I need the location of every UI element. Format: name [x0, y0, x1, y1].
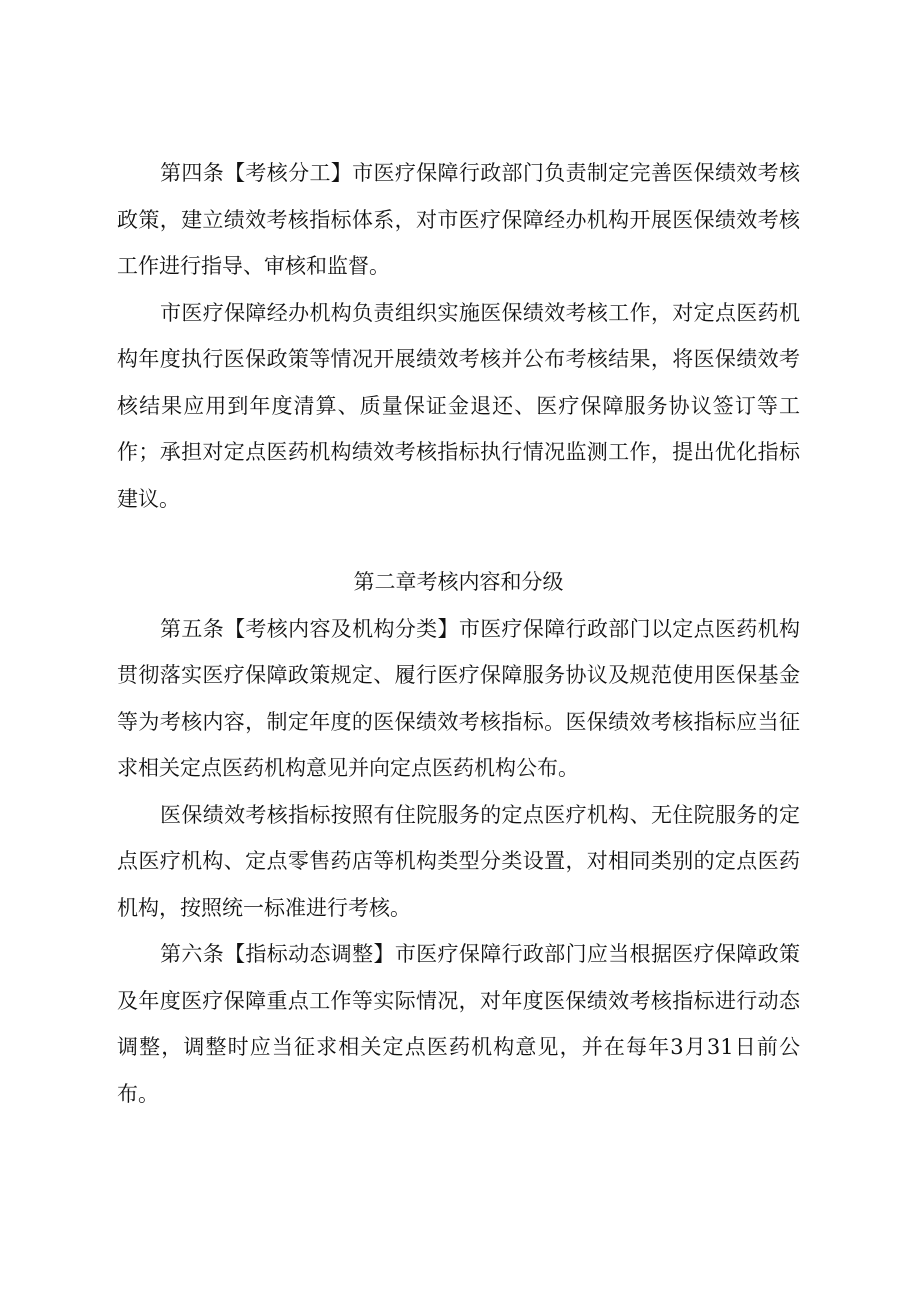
- article-4-paragraph: 第四条【考核分工】市医疗保障行政部门负责制定完善医保绩效考核政策，建立绩效考核指标体系，对市医疗保障经办机构开展医保绩效考核工作进行指导、审核和监督。: [117, 161, 800, 278]
- article-6-paragraph: 第六条【指标动态调整】市医疗保障行政部门应当根据医疗保障政策及年度医疗保障重点工作等实际情况，对年度医保绩效考核指标进行动态调整，调整时应当征求相关定点医药机构意见，并在每年3月31日前公布。: [117, 942, 800, 1106]
- article-4-paragraph-2: 市医疗保障经办机构负责组织实施医保绩效考核工作，对定点医药机构年度执行医保政策等情况开展绩效考核并公布考核结果，将医保绩效考核结果应用到年度清算、质量保证金退还、医疗保障服务协议签订等工作；承担对定点医药机构绩效考核指标执行情况监测工作，提出优化指标建议。: [117, 300, 800, 511]
- document-body: [117, 150, 800, 1117]
- article-5-paragraph: 第五条【考核内容及机构分类】市医疗保障行政部门以定点医药机构贯彻落实医疗保障政策规定、履行医疗保障服务协议及规范使用医保基金等为考核内容，制定年度的医保绩效考核指标。医保绩效考核指标应当征求相关定点医药机构意见并向定点医药机构公布。: [117, 616, 800, 780]
- article-5-paragraph-2: 医保绩效考核指标按照有住院服务的定点医疗机构、无住院服务的定点医疗机构、定点零售药店等机构类型分类设置，对相同类别的定点医药机构，按照统一标准进行考核。: [117, 802, 800, 920]
- chapter-heading: 第二章考核内容和分级: [353, 570, 564, 594]
